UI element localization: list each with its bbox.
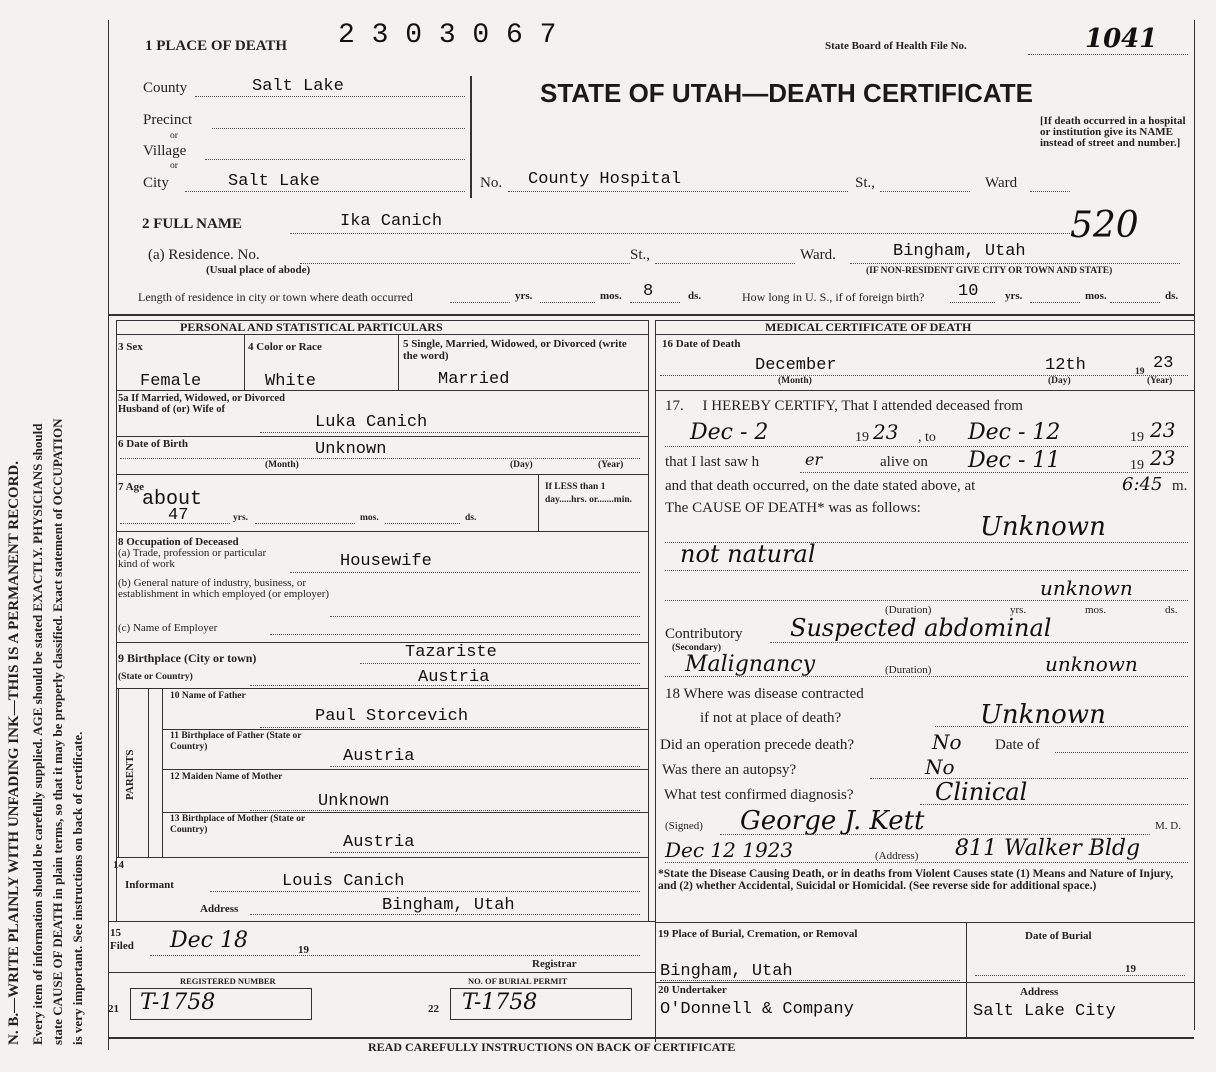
death-month-label: (Month) [778, 376, 812, 386]
death-time: 6:45 [1122, 474, 1163, 495]
section-divider [108, 314, 1194, 316]
death-year: 23 [1153, 354, 1174, 373]
ward-line [1030, 191, 1070, 192]
dob-value: Unknown [315, 440, 387, 459]
burial-row-line [655, 982, 1194, 983]
birthplace-city-line [360, 663, 640, 664]
to-year-prefix: 19 [1130, 430, 1144, 445]
full-name-value: Ika Canich [340, 212, 443, 231]
autopsy-label: Was there an autopsy? [662, 762, 797, 778]
test-label: What test confirmed diagnosis? [664, 787, 854, 803]
personal-left [116, 320, 117, 922]
informant-label: Informant [125, 879, 174, 891]
informant-number: 14 [113, 859, 124, 871]
father-line [260, 727, 640, 728]
burial-address-label: Address [1020, 986, 1059, 998]
occupation-value: Housewife [340, 552, 432, 571]
occupation-b-line [330, 616, 640, 617]
last-saw-date: Dec - 11 [968, 448, 1061, 473]
mother-line [250, 810, 640, 811]
nonresident-label: (IF NON-RESIDENT GIVE CITY OR TOWN AND STATE) [866, 266, 1113, 276]
sex-label: 3 Sex [118, 341, 143, 353]
residence-st-label: St., [630, 247, 651, 263]
color-value: White [265, 372, 317, 391]
full-name-label: 2 FULL NAME [142, 216, 243, 232]
burial-date-line [975, 975, 1185, 976]
contributory-value-2: Malignancy [685, 652, 816, 677]
length-mos-line [540, 302, 595, 303]
mother-birthplace-label: 13 Birthplace of Mother (State or Country) [170, 814, 305, 835]
no-label: No. [480, 175, 503, 191]
sex-value: Female [140, 372, 202, 391]
age-about: about [142, 488, 203, 511]
footer-instructions: READ CAREFULLY INSTRUCTIONS ON BACK OF CERTIFICATE [368, 1040, 736, 1054]
certificate-number: 2 3 0 3 0 6 7 [338, 20, 557, 51]
registered-number-label: REGISTERED NUMBER [180, 976, 276, 986]
mother-birthplace-line [330, 852, 640, 853]
last-saw-label: that I last saw h [665, 454, 760, 470]
mother-label: 12 Maiden Name of Mother [170, 772, 283, 782]
us-mos-line [1030, 302, 1080, 303]
cause-primary: Unknown [980, 512, 1106, 542]
dob-month-label: (Month) [265, 460, 299, 470]
or-2: or [170, 161, 178, 171]
left-border [108, 20, 109, 1050]
side-note-3: state CAUSE OF DEATH in plain terms, so that it may be properly classified. Exact statement of OCCUPATION [50, 418, 65, 1045]
precinct-line [212, 128, 465, 129]
death-year-label: (Year) [1147, 376, 1173, 386]
filed-number: 15 [110, 927, 121, 939]
where-contracted-label: 18 Where was disease contracted [665, 686, 864, 702]
contributory-line [770, 642, 1188, 643]
mother-bottom [162, 812, 648, 813]
sex-divider [244, 334, 245, 390]
attended-from: Dec - 2 [690, 420, 769, 445]
occupation-c-label: (c) Name of Employer [118, 622, 218, 634]
us-yrs: yrs. [1005, 290, 1023, 302]
death-month: December [755, 356, 837, 375]
death-day-label: (Day) [1048, 376, 1071, 386]
death-year-prefix: 19 [1135, 367, 1145, 377]
village-line [205, 159, 465, 160]
hospital-note: [If death occurred in a hospital or institution give its NAME instead of street and number.] [1040, 115, 1186, 149]
cause-footnote: *State the Disease Causing Death, or in deaths from Violent Causes state (1) Means and Nature of Injury, and (2) whether Accidental, Suicidal or Homicidal. (See reverse side for additional space.) [658, 868, 1174, 892]
duration-label-1: (Duration) [885, 604, 932, 616]
stamp-number: 520 [1070, 205, 1139, 246]
occupation-label: 8 Occupation of Deceased [118, 536, 239, 548]
county-line [195, 96, 465, 97]
us-ds-line [1110, 302, 1160, 303]
occupation-c-line [270, 634, 640, 635]
marital-value: Married [438, 370, 510, 389]
parents-left [118, 688, 119, 858]
dob-year-label: (Year) [598, 460, 624, 470]
last-saw-her: er [805, 450, 823, 469]
parents-bottom [116, 857, 648, 858]
date-of-death-label: 16 Date of Death [662, 338, 741, 350]
secondary-label: (Secondary) [672, 643, 722, 653]
row4-line [116, 531, 648, 532]
row3-line [116, 474, 648, 475]
color-divider [398, 334, 399, 390]
birthplace-city: Tazariste [405, 643, 497, 662]
duration-label-2: (Duration) [885, 664, 932, 676]
marital-label: 5 Single, Married, Widowed, or Divorced (write the word) [403, 338, 627, 362]
dob-label: 6 Date of Birth [118, 438, 188, 450]
contributory-duration: unknown [1045, 652, 1138, 676]
age-ds-line [385, 523, 460, 524]
cause-label: The CAUSE OF DEATH* was as follows: [665, 500, 921, 516]
birthplace-country-line [250, 685, 640, 686]
residence-value: Bingham, Utah [893, 242, 1026, 261]
hospital-value: County Hospital [528, 170, 682, 189]
burial-year: 19 [1125, 963, 1136, 975]
file-no: 1041 [1085, 24, 1158, 54]
spouse-value: Luka Canich [315, 413, 428, 432]
from-year-prefix: 19 [855, 430, 869, 445]
test-value: Clinical [935, 778, 1028, 806]
residence-label: (a) Residence. No. [148, 247, 260, 263]
row5-line [116, 642, 648, 643]
certificate-title: STATE OF UTAH—DEATH CERTIFICATE [540, 78, 1033, 108]
cause-line-3 [665, 600, 1188, 601]
side-note-4: is very important. See instructions on back of certificate. [70, 731, 85, 1045]
county-label: County [143, 80, 188, 96]
precinct-label: Precinct [143, 112, 193, 128]
attended-to-year: 23 [1150, 418, 1176, 442]
length-line [450, 302, 510, 303]
attended-to: Dec - 12 [968, 420, 1061, 445]
row6-line [116, 688, 648, 689]
row1-line [116, 390, 648, 391]
street-ward-line [880, 191, 970, 192]
file-no-line [1028, 54, 1188, 55]
place-of-death-label: 1 PLACE OF DEATH [145, 38, 288, 54]
right-border [1194, 20, 1195, 1030]
burial-address-value: Salt Lake City [973, 1002, 1116, 1021]
us-yrs-line [950, 302, 995, 303]
us-ds: ds. [1165, 290, 1179, 302]
city-line [185, 191, 465, 192]
dob-line [120, 458, 640, 459]
us-mos: mos. [1085, 290, 1107, 302]
age-mos: mos. [360, 513, 379, 523]
father-value: Paul Storcevich [315, 707, 469, 726]
father-bottom [162, 729, 648, 730]
age-yrs-line [120, 523, 230, 524]
permit-prefix: 22 [428, 1003, 439, 1015]
personal-heading: PERSONAL AND STATISTICAL PARTICULARS [180, 320, 443, 334]
signed-line [720, 834, 1150, 835]
age-mos-line [255, 523, 355, 524]
informant-address-label: Address [200, 903, 239, 915]
file-no-label: State Board of Health File No. [825, 40, 967, 52]
informant-line [210, 891, 640, 892]
age-ds: ds. [465, 513, 477, 523]
medical-row1 [655, 390, 1194, 391]
length-mos: mos. [600, 290, 622, 302]
contributory-label: Contributory [665, 626, 743, 642]
us-yrs-value: 10 [958, 282, 979, 301]
contributory-line-2 [665, 676, 1188, 677]
last-year-prefix: 19 [1130, 458, 1144, 473]
age-label: 7 Age [118, 481, 144, 493]
ward-label: Ward [985, 175, 1018, 191]
burial-divider [966, 922, 967, 1037]
burial-place-line [660, 980, 960, 981]
dob-day-label: (Day) [510, 460, 533, 470]
birthplace-label: 9 Birthplace (City or town) [118, 651, 257, 665]
where-contracted-label-2: if not at place of death? [700, 710, 842, 726]
burial-permit-label: NO. OF BURIAL PERMIT [468, 976, 568, 986]
less-than-label: If LESS than 1 day.....hrs. or.......min. [545, 482, 633, 505]
occurred-label: and that death occurred, on the date stated above, at [665, 478, 976, 494]
test-line [920, 804, 1188, 805]
length-mos-value: 8 [643, 282, 654, 301]
autopsy-line [870, 778, 1188, 779]
parents-label-col [148, 688, 149, 858]
county-value: Salt Lake [252, 77, 344, 96]
parents-label: PARENTS [124, 749, 136, 800]
registered-number: T-1758 [140, 990, 216, 1015]
length-label: Length of residence in city or town where death occurred [138, 290, 413, 304]
hospital-line [508, 191, 848, 192]
undertaker-label: 20 Undertaker [658, 984, 727, 996]
filed-value: Dec 18 [170, 928, 248, 953]
death-time-suffix: m. [1172, 478, 1188, 494]
birthplace-country: Austria [418, 668, 490, 687]
city-label: City [143, 175, 169, 191]
duration-mos-1: mos. [1085, 604, 1107, 616]
color-label: 4 Color or Race [248, 341, 322, 353]
filed-year: 19 [298, 944, 309, 956]
address-line [665, 862, 1188, 863]
personal-right [648, 320, 649, 922]
filed-bottom [108, 972, 655, 973]
where-contracted-value: Unknown [980, 700, 1106, 730]
date-of-label: Date of [995, 737, 1040, 753]
permit-number: T-1758 [462, 990, 538, 1015]
birthplace-state-label: (State or Country) [118, 672, 193, 682]
full-name-line [290, 233, 1070, 234]
residence-ward-label: Ward. [800, 247, 836, 263]
row2-line [116, 436, 648, 437]
age-divider [538, 474, 539, 531]
death-day: 12th [1045, 356, 1086, 375]
occupation-a-label: (a) Trade, profession or particular kind of work [118, 547, 267, 570]
contributory-value: Suspected abdominal [790, 614, 1052, 642]
physician-address: 811 Walker Bldg [955, 836, 1141, 861]
undertaker-value: O'Donnell & Company [660, 1000, 854, 1019]
duration-yrs-1: yrs. [1010, 604, 1027, 616]
cause-secondary: not natural [680, 540, 816, 568]
to-label: , to [918, 430, 936, 445]
burial-place-label: 19 Place of Burial, Cremation, or Removal [658, 928, 858, 940]
spouse-label: 5a If Married, Widowed, or Divorced Husband of (or) Wife of [118, 393, 285, 415]
mother-value: Unknown [318, 792, 390, 811]
informant-bottom [108, 921, 655, 922]
father-bp-bottom [162, 769, 648, 770]
autopsy-value: No [925, 755, 955, 779]
filed-label: Filed [110, 940, 134, 952]
operation-line [1055, 752, 1188, 753]
city-value: Salt Lake [228, 172, 320, 191]
cause-duration: unknown [1040, 576, 1133, 600]
spouse-line [260, 432, 640, 433]
residence-value-line [850, 263, 1180, 264]
usual-abode-label: (Usual place of abode) [206, 264, 311, 276]
place-bracket [470, 76, 472, 198]
medical-heading-line [655, 334, 1194, 335]
center-divider [655, 320, 656, 1042]
footer-line [108, 1037, 1194, 1039]
alive-on-label: alive on [880, 454, 928, 470]
md-label: M. D. [1155, 820, 1181, 832]
residence-line [300, 263, 630, 264]
age-yrs: yrs. [233, 513, 249, 523]
signed-date: Dec 12 1923 [665, 838, 794, 862]
length-yrs: yrs. [515, 290, 533, 302]
side-note-2: Every item of information should be carefully supplied. AGE should be stated EXACTLY. PHYSICIANS should [30, 423, 45, 1045]
registered-prefix: 21 [108, 1003, 119, 1015]
registrar-label: Registrar [532, 958, 577, 970]
burial-date-label: Date of Burial [1025, 930, 1092, 942]
informant-address: Bingham, Utah [382, 896, 515, 915]
burial-place-value: Bingham, Utah [660, 962, 793, 981]
where-line [935, 726, 1188, 727]
last-saw-year: 23 [1150, 446, 1176, 470]
father-birthplace-label: 11 Birthplace of Father (State or Country) [170, 731, 302, 752]
parents-inner [162, 688, 163, 858]
personal-heading-line [116, 334, 648, 335]
father-birthplace-value: Austria [343, 747, 415, 766]
duration-ds-1: ds. [1165, 604, 1178, 616]
medical-footnote-bottom [655, 922, 1194, 923]
operation-value: No [932, 730, 962, 754]
occupation-line [290, 572, 640, 573]
filed-line [150, 955, 640, 956]
us-label: How long in U. S., if of foreign birth? [742, 290, 925, 304]
address-label: (Address) [875, 850, 919, 862]
informant-value: Louis Canich [282, 872, 405, 891]
occupation-b-label: (b) General nature of industry, business, or establishment in which employed (or employer) [118, 577, 330, 600]
medical-heading: MEDICAL CERTIFICATE OF DEATH [765, 320, 972, 334]
cause-line-2 [665, 570, 1188, 571]
last-saw-line [800, 472, 1188, 473]
length-ds-line [630, 302, 680, 303]
attended-from-year: 23 [873, 420, 899, 444]
side-note-1: N. B.—WRITE PLAINLY WITH UNFADING INK—THIS IS A PERMANENT RECORD. [6, 461, 22, 1045]
father-label: 10 Name of Father [170, 691, 246, 701]
age-value: 47 [168, 506, 189, 525]
informant-address-line [250, 914, 640, 915]
attended-line [665, 446, 1188, 447]
residence-ward-line [655, 263, 795, 264]
length-ds: ds. [688, 290, 702, 302]
operation-label: Did an operation precede death? [660, 737, 855, 753]
village-label: Village [143, 143, 187, 159]
mother-birthplace-value: Austria [343, 833, 415, 852]
or-1: or [170, 131, 178, 141]
street-label: St., [855, 175, 876, 191]
physician-signature: George J. Kett [740, 806, 925, 836]
father-birthplace-line [330, 766, 640, 767]
certify-label: 17. I HEREBY CERTIFY, That I attended deceased from [665, 398, 1023, 414]
death-date-line [660, 375, 1188, 376]
signed-label: (Signed) [665, 820, 703, 832]
